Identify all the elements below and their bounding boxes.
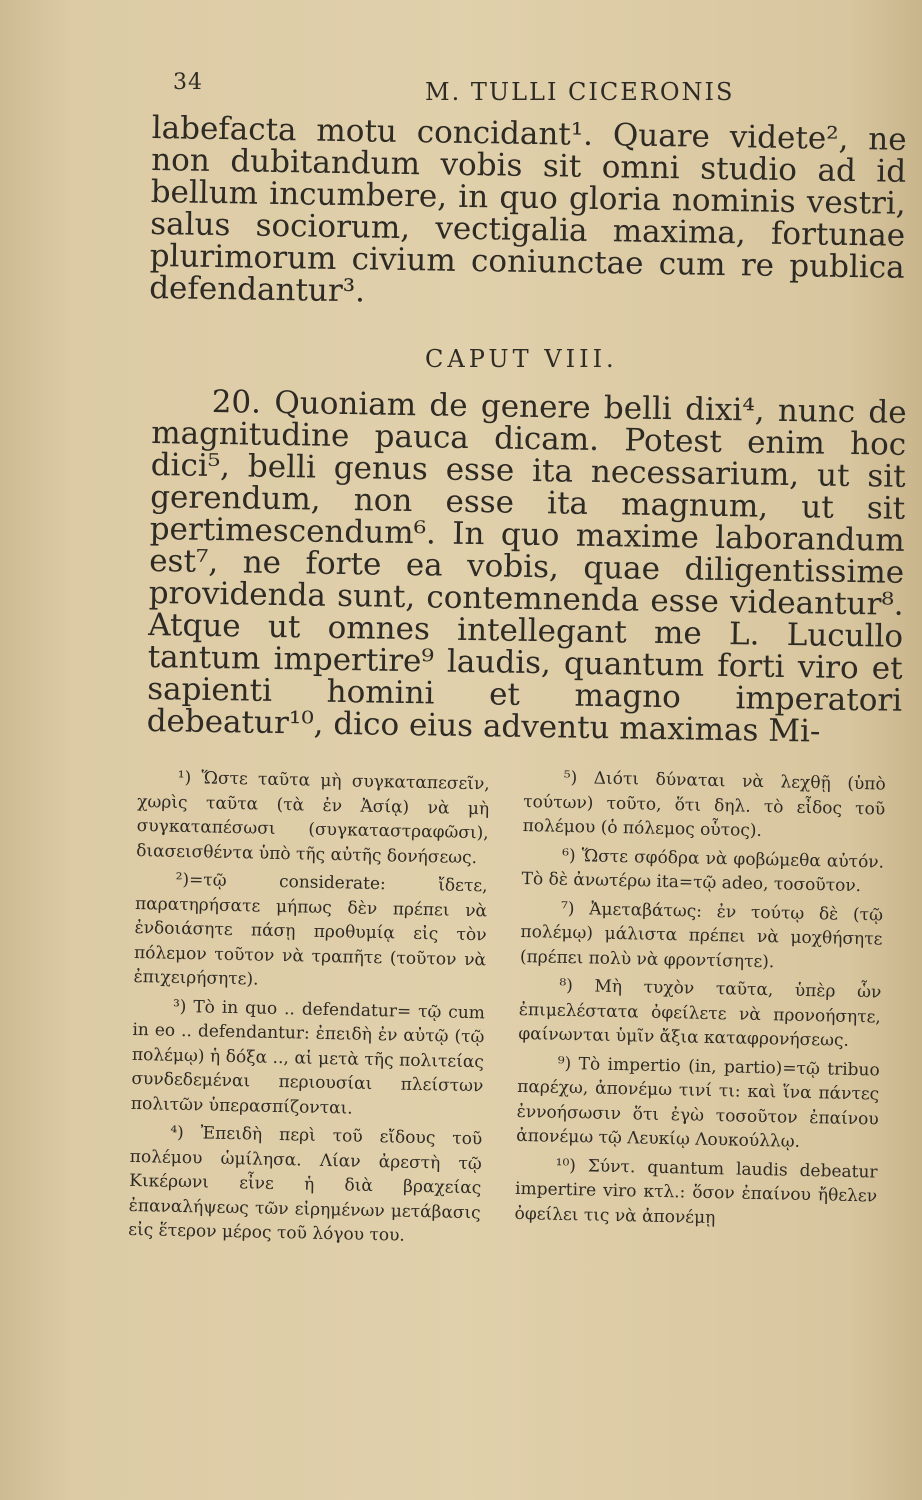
- footnote-7: ⁷) Ἀμεταβάτως: ἐν τούτῳ δὲ (τῷ πολέμῳ) μάλιστα πρέπει νὰ μοχθήσητε (πρέπει πολὺ νὰ φροντίσητε).: [519, 898, 884, 972]
- footnote-5: ⁵) Διότι δύναται νὰ λεχθῇ (ὑπὸ τούτων) τοῦτο, ὅτι δηλ. τὸ εἶδος τοῦ πολέμου (ὁ πόλεμος οὗτος).: [522, 767, 886, 841]
- running-head: M. TULLI CICERONIS: [425, 78, 735, 106]
- footnote-4: ⁴) Ἐπειδὴ περὶ τοῦ εἴδους τοῦ πολέμου ὡμίλησα. Λίαν ἀρεστὴ τῷ Κικέρωνι εἶνε ἡ διὰ βραχείας ἐπαναλήψεως τῶν εἰρημένων μετάβασις εἰς ἕτερον μέρος τοῦ λόγου του.: [128, 1122, 483, 1246]
- page-number: 34: [173, 70, 203, 95]
- footnote-1: ¹) Ὥστε ταῦτα μὴ συγκαταπεσεῖν, χωρὶς ταῦτα (τὰ ἐν Ἀσίᾳ) νὰ μὴ συγκαταπέσωσι (συγκαταστραφῶσι), διασεισθέντα ὑπὸ τῆς αὐτῆς δονήσεως.: [136, 767, 490, 868]
- main-text-block-1: [149, 112, 907, 316]
- footnote-2: ²)=τῷ considerate: ἴδετε, παρατηρήσατε μήπως δὲν πρέπει νὰ ἐνδοιάσητε πάσῃ προθυμίᾳ εἰς τὸν πόλεμον τοῦτον νὰ τραπῆτε (τοῦτον νὰ ἐπιχειρήσητε).: [133, 869, 488, 990]
- footnote-6: ⁶) Ὥστε σφόδρα νὰ φοβώμεθα αὐτόν. Τὸ δὲ ἀνωτέρω ita=τῷ adeo, τοσοῦτον.: [521, 845, 885, 897]
- paragraph-2: 20. Quoniam de genere belli dixi⁴, nunc de magnitudine pauca dicam. Potest enim hoc dici⁵, belli genus esse ita necessarium, ut sit gerendum, non esse ita magnum, ut sit pertimescendum⁶. In quo maxime laborandum est⁷, ne forte ea vobis, quae diligentissime providenda sunt, contemnenda esse videantur⁸. Atque ut omnes intellegant me L. Lucullo tantum impertire⁹ laudis, quantum forti viro et sapienti homini et magno imperatori debeatur¹⁰, dico eius adventu maximas Mi-: [146, 383, 907, 750]
- footnote-10: ¹⁰) Σύντ. quantum laudis debeatur impertire viro κτλ.: ὅσον ἐπαίνου ἤθελεν ὀφείλει τις νὰ ἀπονέμῃ: [514, 1155, 878, 1228]
- paragraph-1: labefacta motu concidant¹. Quare videte², ne non dubitandum vobis sit omni studio ad id bellum incumbere, in quo gloria nominis vestri, salus sociorum, vectigalia maxima, fortunae plurimorum civium coniunctae cum re publica defendantur³.: [148, 110, 907, 310]
- main-text-block-2: [146, 385, 906, 749]
- footnotes-left-column: [128, 765, 490, 1254]
- footnote-9: ⁹) Τὸ impertio (in, partio)=τῷ tribuo παρέχω, ἀπονέμω τινί τι: καὶ ἵνα πάντες ἐννοήσωσιν ὅτι ἐγὼ τοσοῦτον ἐπαίνου ἀπονέμω τῷ Λευκίῳ Λουκούλλῳ.: [516, 1053, 880, 1152]
- chapter-title: CAPUT VIII.: [425, 345, 618, 373]
- footnotes-right-column: [514, 765, 886, 1237]
- footnote-8: ⁸) Μὴ τυχὸν ταῦτα, ὑπὲρ ὧν ἐπιμελέστατα ὀφείλετε νὰ προνοήσητε, φαίνωνται ὑμῖν ἄξια καταφρονήσεως.: [518, 975, 882, 1051]
- footnote-3: ³) Τὸ in quo .. defendatur= τῷ cum in eo .. defendantur: ἐπειδὴ ἐν αὐτῷ (τῷ πολέμῳ) ἡ δόξα .., αἱ μετὰ τῆς πολιτείας συνδεδεμέναι περιουσίαι πλείστων πολιτῶν ὑπερασπίζονται.: [130, 996, 486, 1119]
